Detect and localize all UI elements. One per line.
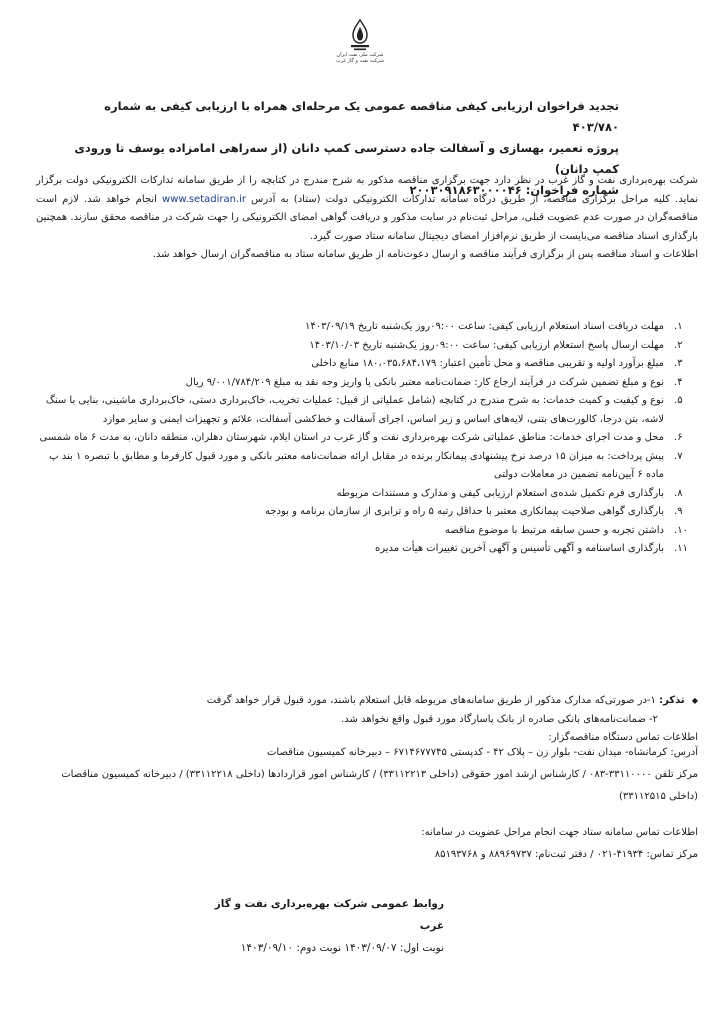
item-text: نوع و مبلغ تضمین شرکت در فرآیند ارجاع کار: ضمانت‌نامه معتبر بانکی یا واریز وجه نقد به مبلغ ۹/۰۰۱/۷۸۴/۲۰۹ ریال	[185, 376, 664, 388]
logo-caption-1: شرکت ملی نفت ایران	[336, 52, 384, 58]
note-section	[36, 692, 698, 748]
note-heading: تذکر:	[659, 695, 685, 706]
item-number: ۱۱.	[674, 543, 688, 554]
tender-conditions-list	[36, 318, 698, 559]
item-text: محل و مدت اجرای خدمات: مناطق عملیاتی شرکت بهره‌برداری نفت و گاز غرب در استان ایلام، شهرستان دهلران، منطقه دانان، به مدت ۶ ماه شمسی	[39, 432, 664, 443]
intro-paragraph-2: اطلاعات و اسناد مناقصه پس از برگزاری فرآیند مناقصه و ارسال دعوت‌نامه از طریق سامانه ستاد به مناقصه‌گران ارسال خواهد شد.	[152, 249, 698, 261]
item-text: مبلغ برآورد اولیه و تقریبی مناقصه و محل تأمین اعتبار: ۱۸۰،۰۳۵،۶۸۴،۱۷۹ منابع داخلی	[311, 358, 664, 369]
intro-section	[36, 172, 698, 265]
title-line-2: پروژه تعمیر، بهسازی و آسفالت جاده دسترسی کمپ دانان (از سه‌راهی امامزاده یوسف تا ورودی کمپ دانان)	[74, 141, 619, 176]
setad-contact-heading: اطلاعات تماس سامانه ستاد جهت انجام مراحل عضویت در سامانه:	[421, 827, 698, 838]
list-item	[36, 503, 698, 522]
phone-line: مرکز تلفن ۳۳۱۱۰۰۰۰-۰۸۳ / کارشناس ارشد امور حقوقی (داخلی ۳۳۱۱۲۲۱۳) / کارشناس امور قراردادها (داخلی ۳۳۱۱۲۲۱۸) / دبیرخانه کمیسیون مناقصات (داخلی ۳۳۱۱۲۵۱۵)	[61, 769, 698, 802]
issuer-name: روابط عمومی شرکت بهره‌برداری نفت و گاز غرب	[214, 898, 444, 932]
list-item	[36, 540, 698, 559]
setad-contact-section	[36, 822, 698, 866]
item-number: ۸.	[674, 487, 683, 499]
item-number: ۱.	[674, 321, 683, 332]
item-number: ۲.	[674, 339, 683, 351]
item-text: پیش پرداخت: به میزان ۱۵ درصد نرخ پیشنهادی پیمانکار برنده در مقابل ارائه ضمانت‌نامه معتبر بانکی و مورد قبول کارفرما و مطابق با تبصره ۱ بند پ ماده ۶ آیین‌نامه تضمین در معاملات دولتی	[49, 450, 664, 480]
diamond-bullet-icon: ◆	[691, 696, 698, 705]
item-text: بارگذاری گواهی صلاحیت پیمانکاری معتبر با حداقل رتبه ۵ راه و ترابری از سازمان برنامه و بودجه	[265, 506, 664, 517]
item-text: مهلت ارسال پاسخ استعلام ارزیابی کیفی: ساعت ۰۹:۰۰روز یک‌شنبه تاریخ ۱۴۰۳/۱۰/۰۳	[309, 339, 664, 351]
list-item	[36, 429, 698, 448]
item-text: مهلت دریافت اسناد استعلام ارزیابی کیفی: ساعت ۰۹:۰۰روز یک‌شنبه تاریخ ۱۴۰۳/۰۹/۱۹	[304, 321, 664, 332]
contact-heading: اطلاعات تماس دستگاه مناقصه‌گزار:	[548, 732, 698, 743]
item-number: ۶.	[674, 432, 683, 443]
title-line-1: تجدید فراخوان ارزیابی کیفی مناقصه عمومی یک مرحله‌ای همراه با ارزیابی کیفی به شماره ۴۰۳/۷۸۰	[104, 99, 619, 134]
note-line-1	[36, 692, 698, 711]
item-number: ۵.	[674, 395, 683, 406]
setad-contact-numbers: مرکز تماس: ۴۱۹۳۴-۰۲۱ / دفتر ثبت‌نام: ۸۸۹۶۹۷۳۷ و ۸۵۱۹۳۷۶۸	[434, 849, 698, 860]
intro-text-end: انجام خواهد شد. لازم است مناقصه‌گران در صورت عدم عضویت قبلی، مراحل ثبت‌نام در سایت مذکور و دریافت گواهی امضای الکترونیکی را جهت شرکت در مناقصه محقق سازند. همچنین بارگذاری اسناد مناقصه می‌بایست از طریق نرم‌افزار امضای دیجیتال سامانه ستاد صورت گیرد.	[36, 193, 698, 242]
item-number: ۷.	[674, 450, 683, 462]
intro-paragraph-1	[36, 172, 698, 246]
list-item	[36, 485, 698, 504]
item-number: ۴.	[674, 376, 683, 388]
item-text: نوع و کیفیت و کمیت خدمات: به شرح مندرج در کتابچه (شامل عملیاتی از قبیل: عملیات تخریب، خاک‌برداری دستی، خاک‌برداری ماشینی، بنایی با سنگ لاشه، بتن درجا، کالورت‌های بتنی، لایه‌های اساس و زیر اساس، اجرای آسفالت و خط‌کشی آسفالت، علائم و تجهیزات ایمنی و سایر موارد	[45, 395, 664, 425]
item-number: ۳.	[674, 358, 683, 369]
oil-company-emblem-icon	[345, 18, 375, 52]
list-item	[36, 392, 698, 429]
signature-block	[200, 893, 444, 959]
setad-link[interactable]: www.setadiran.ir	[162, 193, 247, 205]
note-line-2: ۲- ضمانت‌نامه‌های بانکی صادره از بانک پاسارگاد مورد قبول واقع نخواهد شد.	[341, 713, 658, 725]
logo-caption-2: شرکت نفت و گاز غرب	[335, 58, 385, 64]
list-item	[36, 337, 698, 356]
item-text: بارگذاری فرم تکمیل شده‌ی استعلام ارزیابی کیفی و مدارک و مستندات مربوطه	[336, 487, 664, 499]
list-item	[36, 522, 698, 541]
item-number: ۱۰.	[674, 524, 688, 536]
company-logo	[318, 18, 402, 86]
item-text: داشتن تجربه و حسن سابقه مرتبط با موضوع مناقصه	[444, 524, 664, 536]
intro-text: شرکت بهره‌برداری نفت و گاز غرب در نظر دارد جهت برگزاری مناقصه مذکور به شرح مندرج در کتابچه را از طریق سامانه تدارکات الکترونیکی دولت برگزار نماید. کلیه مراحل برگزاری مناقصه، از طریق درگاه سامانه تدارکات الکترونیکی دولت (ستاد) به آدرس	[36, 175, 698, 205]
item-text: بارگذاری اساسنامه و آگهی تأسیس و آگهی آخرین تغییرات هیأت مدیره	[375, 543, 664, 554]
list-item	[36, 374, 698, 393]
address-line: آدرس: کرمانشاه- میدان نفت- بلوار زن – پلاک ۴۲ - کدپستی ۶۷۱۴۶۷۷۷۴۵ – دبیرخانه کمیسیون مناقصات	[267, 747, 698, 758]
list-item	[36, 448, 698, 485]
note-text-1: ۱-در صورتی‌که مدارک مذکور از طریق سامانه‌های مربوطه قابل استعلام باشند، مورد قبول قرار خواهد گرفت	[206, 695, 656, 706]
item-number: ۹.	[674, 506, 683, 517]
address-section	[36, 742, 698, 808]
list-item	[36, 355, 698, 374]
list-item	[36, 318, 698, 337]
publication-dates: نوبت اول: ۱۴۰۳/۰۹/۰۷ نوبت دوم: ۱۴۰۳/۰۹/۱۰	[240, 942, 444, 954]
call-number-label: شماره فراخوان:	[525, 183, 619, 197]
call-number-value: ۲۰۰۳۰۹۱۸۶۳۰۰۰۰۴۶	[409, 183, 522, 197]
